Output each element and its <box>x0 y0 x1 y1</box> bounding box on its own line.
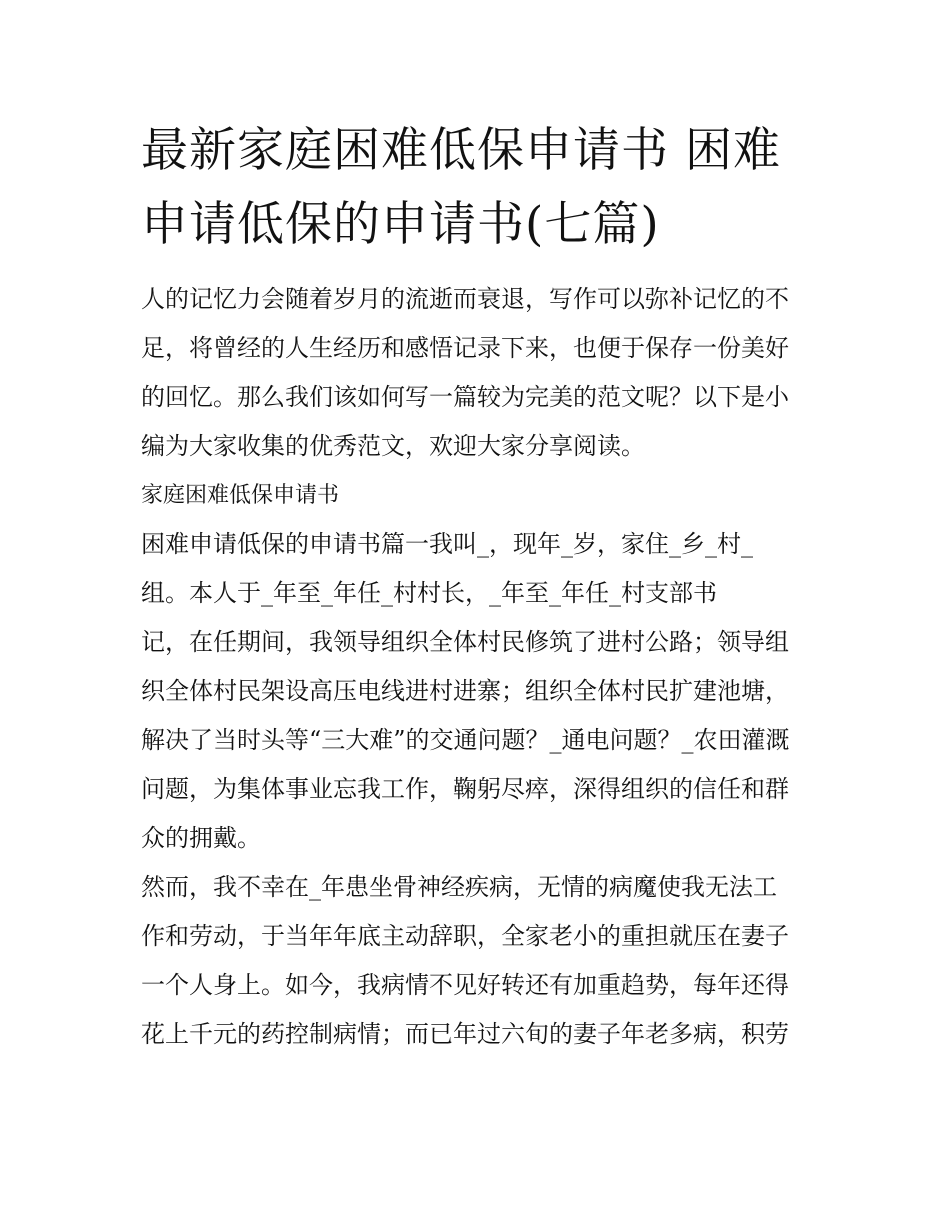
paragraph-line: 然而，我不幸在_年患坐骨神经疾病，无情的病魔使我无法工 <box>141 873 777 901</box>
paragraph-2 <box>141 863 817 1059</box>
intro-line: 编为大家收集的优秀范文，欢迎大家分享阅读。 <box>141 432 645 460</box>
intro-line: 的回忆。那么我们该如何写一篇较为完美的范文呢？以下是小 <box>141 383 789 411</box>
paragraph-line: 组。本人于_年至_年任_村村长，_年至_年任_村支部书 <box>141 579 717 607</box>
document-body <box>141 114 817 1059</box>
intro-line: 人的记忆力会随着岁月的流逝而衰退，写作可以弥补记忆的不 <box>141 285 789 313</box>
paragraph-line: 问题，为集体事业忘我工作，鞠躬尽瘁，深得组织的信任和群 <box>141 775 789 803</box>
paragraph-line: 花上千元的药控制病情；而已年过六旬的妻子年老多病，积劳 <box>141 1020 789 1048</box>
paragraph-line: 众的拥戴。 <box>141 824 261 852</box>
paragraph-1 <box>141 520 817 863</box>
intro-paragraph <box>141 275 817 471</box>
paragraph-line: 记，在任期间，我领导组织全体村民修筑了进村公路；领导组 <box>141 628 789 656</box>
paragraph-line: 作和劳动，于当年年底主动辞职，全家老小的重担就压在妻子 <box>141 922 789 950</box>
paragraph-line: 织全体村民架设高压电线进村进寨；组织全体村民扩建池塘， <box>141 677 789 705</box>
document-title: 最新家庭困难低保申请书 困难申请低保的申请书(七篇) <box>141 123 781 252</box>
paragraph-line: 困难申请低保的申请书篇一我叫_，现年_岁，家住_乡_村_ <box>141 530 753 558</box>
paragraph-line: 解决了当时头等“三大难”的交通问题？_通电问题？_农田灌溉 <box>141 726 790 754</box>
intro-line: 足，将曾经的人生经历和感悟记录下来，也便于保存一份美好 <box>141 334 789 362</box>
section-heading: 家庭困难低保申请书 <box>141 483 340 508</box>
paragraph-line: 一个人身上。如今，我病情不见好转还有加重趋势，每年还得 <box>141 971 789 999</box>
